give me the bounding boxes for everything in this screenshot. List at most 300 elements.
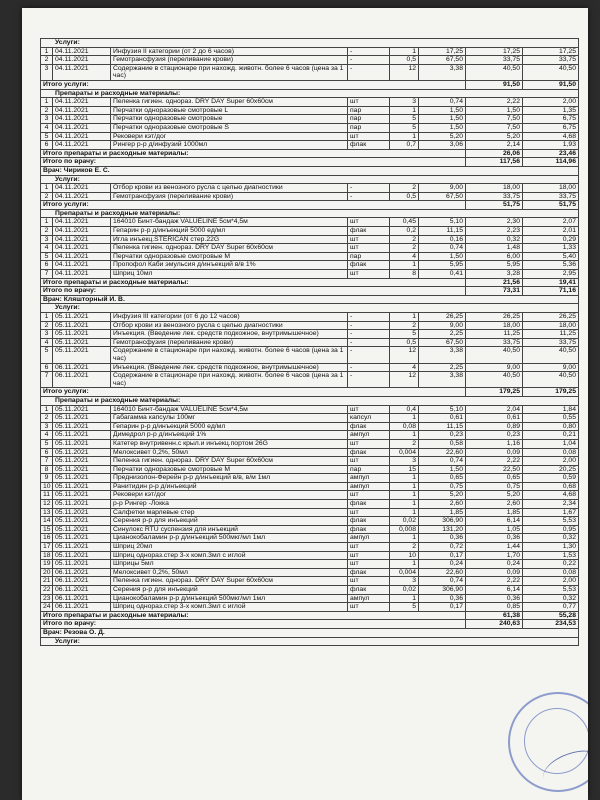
row-total: 40,50 — [523, 372, 579, 388]
row-date: 05.11.2021 — [53, 439, 111, 448]
row-number: 10 — [41, 482, 53, 491]
row-sum: 1,05 — [466, 525, 523, 534]
row-unit: шт — [348, 218, 390, 227]
row-total: 6,75 — [523, 123, 579, 132]
row-name: Рингер р-р д/инфузий 1000мл — [111, 141, 348, 150]
row-unit: флак — [348, 448, 390, 457]
total-sum: 21,56 — [466, 278, 523, 287]
row-name: Преднизолон-Ферейн р-р д/инъекций в/в, в/м 1мл — [111, 474, 348, 483]
total-label: Итого препараты и расходные материалы: — [41, 611, 466, 620]
row-qty: 0,004 — [390, 568, 419, 577]
row-price: 131,20 — [419, 525, 466, 534]
row-qty: 5 — [390, 330, 419, 339]
row-number: 9 — [41, 474, 53, 483]
row-price: 0,41 — [419, 270, 466, 279]
row-number: 7 — [41, 270, 53, 279]
table-row — [41, 568, 579, 577]
row-qty: 2 — [390, 439, 419, 448]
row-number: 6 — [41, 448, 53, 457]
row-name: Отбор крови из венозного русла с целью диагностики — [111, 321, 348, 330]
row-price: 67,50 — [419, 56, 466, 65]
row-total: 1,84 — [523, 405, 579, 414]
row-sum: 18,00 — [466, 184, 523, 193]
row-qty: 12 — [390, 64, 419, 80]
total-final: 179,25 — [523, 388, 579, 397]
row-unit: капсул — [348, 414, 390, 423]
section-header — [41, 304, 579, 313]
row-total: 0,32 — [523, 534, 579, 543]
row-sum: 0,36 — [466, 534, 523, 543]
row-number: 19 — [41, 560, 53, 569]
row-total: 0,55 — [523, 414, 579, 423]
row-unit: шт — [348, 603, 390, 612]
row-unit: - — [348, 64, 390, 80]
total-row — [41, 388, 579, 397]
row-name: Пеленка гигиен. однораз. DRY DAY Super 60х60см — [111, 577, 348, 586]
table-row — [41, 270, 579, 279]
row-date: 04.11.2021 — [53, 235, 111, 244]
row-name: Перчатки одноразовые смотровые L — [111, 106, 348, 115]
row-total: 6,75 — [523, 115, 579, 124]
row-total: 18,00 — [523, 184, 579, 193]
row-total: 2,07 — [523, 218, 579, 227]
row-number: 5 — [41, 252, 53, 261]
doctor-name: Врач: Чириков Е. С. — [41, 166, 579, 175]
row-unit: - — [348, 321, 390, 330]
row-name: Перчатки одноразовые смотровые M — [111, 252, 348, 261]
table-row — [41, 132, 579, 141]
row-qty: 0,5 — [390, 338, 419, 347]
row-total: 18,00 — [523, 321, 579, 330]
row-date: 05.11.2021 — [53, 321, 111, 330]
row-total: 20,25 — [523, 465, 579, 474]
row-name: Рековери кэт/дог — [111, 491, 348, 500]
row-name: Салфетки марлевые стер — [111, 508, 348, 517]
total-label: Итого услуги: — [41, 388, 466, 397]
row-number: 11 — [41, 491, 53, 500]
total-label: Итого по врачу: — [41, 158, 466, 167]
row-sum: 18,00 — [466, 321, 523, 330]
row-unit: флак — [348, 422, 390, 431]
row-number: 2 — [41, 321, 53, 330]
row-total: 0,68 — [523, 482, 579, 491]
row-unit: ампул — [348, 431, 390, 440]
row-date: 05.11.2021 — [53, 465, 111, 474]
row-number: 8 — [41, 465, 53, 474]
row-unit: шт — [348, 405, 390, 414]
total-final: 19,41 — [523, 278, 579, 287]
row-qty: 0,5 — [390, 192, 419, 201]
row-price: 306,90 — [419, 517, 466, 526]
row-number: 4 — [41, 244, 53, 253]
table-row — [41, 106, 579, 115]
row-price: 26,25 — [419, 313, 466, 322]
row-number: 4 — [41, 123, 53, 132]
row-price: 5,10 — [419, 405, 466, 414]
row-qty: 1 — [390, 500, 419, 509]
row-date: 05.11.2021 — [53, 313, 111, 322]
total-label: Итого препараты и расходные материалы: — [41, 149, 466, 158]
row-date: 05.11.2021 — [53, 457, 111, 466]
row-name: Серения р-р для инъекций — [111, 586, 348, 595]
row-sum: 5,20 — [466, 491, 523, 500]
table-row — [41, 347, 579, 363]
row-total: 0,32 — [523, 594, 579, 603]
row-sum: 2,22 — [466, 98, 523, 107]
row-number: 3 — [41, 330, 53, 339]
table-row — [41, 551, 579, 560]
row-price: 0,74 — [419, 577, 466, 586]
row-number: 2 — [41, 414, 53, 423]
row-number: 1 — [41, 405, 53, 414]
row-number: 4 — [41, 338, 53, 347]
row-unit: шт — [348, 543, 390, 552]
row-qty: 0,008 — [390, 525, 419, 534]
row-total: 0,29 — [523, 235, 579, 244]
row-qty: 5 — [390, 603, 419, 612]
row-total: 9,00 — [523, 363, 579, 372]
row-sum: 0,09 — [466, 568, 523, 577]
row-price: 2,25 — [419, 330, 466, 339]
table-row — [41, 439, 579, 448]
row-name: Отбор крови из венозного русла с целью диагностики — [111, 184, 348, 193]
row-date: 04.11.2021 — [53, 115, 111, 124]
row-name: Пропофол Каби эмульсия д/инъекций в/в 1% — [111, 261, 348, 270]
row-price: 0,36 — [419, 534, 466, 543]
row-total: 0,95 — [523, 525, 579, 534]
row-qty: 1 — [390, 594, 419, 603]
row-name: 164010 Бинт-бандаж VALUELINE 5см*4,5м — [111, 218, 348, 227]
row-sum: 1,16 — [466, 439, 523, 448]
row-number: 1 — [41, 47, 53, 56]
row-unit: пар — [348, 123, 390, 132]
row-name: Перчатки одноразовые смотровые S — [111, 123, 348, 132]
row-date: 04.11.2021 — [53, 261, 111, 270]
table-row — [41, 534, 579, 543]
row-qty: 1 — [390, 47, 419, 56]
row-name: Перчатки одноразовые смотровые — [111, 115, 348, 124]
row-date: 04.11.2021 — [53, 56, 111, 65]
table-row — [41, 577, 579, 586]
row-price: 11,15 — [419, 422, 466, 431]
row-sum: 0,23 — [466, 431, 523, 440]
row-unit: шт — [348, 132, 390, 141]
row-unit: - — [348, 192, 390, 201]
row-total: 4,68 — [523, 491, 579, 500]
row-unit: флак — [348, 517, 390, 526]
row-unit: - — [348, 184, 390, 193]
row-date: 05.11.2021 — [53, 560, 111, 569]
row-name: Катетер внутривенн.с крыл.и инъекц.портом 26G — [111, 439, 348, 448]
row-total: 5,53 — [523, 517, 579, 526]
doctor-row — [41, 628, 579, 637]
table-row — [41, 560, 579, 569]
row-date: 06.11.2021 — [53, 372, 111, 388]
total-sum: 91,50 — [466, 80, 523, 89]
row-sum: 1,50 — [466, 106, 523, 115]
row-date: 06.11.2021 — [53, 586, 111, 595]
row-price: 1,50 — [419, 465, 466, 474]
row-qty: 1 — [390, 414, 419, 423]
table-row — [41, 500, 579, 509]
row-total: 17,25 — [523, 47, 579, 56]
table-row — [41, 192, 579, 201]
row-number: 2 — [41, 227, 53, 236]
row-qty: 1 — [390, 508, 419, 517]
row-sum: 0,32 — [466, 235, 523, 244]
row-sum: 5,95 — [466, 261, 523, 270]
row-price: 1,50 — [419, 106, 466, 115]
row-unit: шт — [348, 270, 390, 279]
row-number: 5 — [41, 347, 53, 363]
row-name: Пеленка гигиен. однораз. DRY DAY Super 60х60см — [111, 457, 348, 466]
row-date: 04.11.2021 — [53, 227, 111, 236]
row-sum: 33,75 — [466, 56, 523, 65]
row-sum: 0,75 — [466, 482, 523, 491]
row-sum: 1,48 — [466, 244, 523, 253]
section-header — [41, 39, 579, 48]
row-number: 17 — [41, 543, 53, 552]
row-number: 22 — [41, 586, 53, 595]
total-final: 91,50 — [523, 80, 579, 89]
total-final: 114,96 — [523, 158, 579, 167]
row-date: 05.11.2021 — [53, 543, 111, 552]
row-date: 05.11.2021 — [53, 338, 111, 347]
row-price: 3,38 — [419, 372, 466, 388]
row-name: Перчатки одноразовые смотровые M — [111, 465, 348, 474]
row-number: 21 — [41, 577, 53, 586]
row-qty: 1 — [390, 106, 419, 115]
row-total: 0,80 — [523, 422, 579, 431]
total-final: 234,53 — [523, 620, 579, 629]
row-total: 33,75 — [523, 192, 579, 201]
total-row — [41, 287, 579, 296]
row-price: 0,74 — [419, 98, 466, 107]
row-unit: шт — [348, 235, 390, 244]
row-date: 06.11.2021 — [53, 363, 111, 372]
row-qty: 2 — [390, 321, 419, 330]
row-unit: - — [348, 56, 390, 65]
row-date: 05.11.2021 — [53, 347, 111, 363]
row-number: 14 — [41, 517, 53, 526]
row-sum: 11,25 — [466, 330, 523, 339]
row-price: 306,90 — [419, 586, 466, 595]
total-label: Итого услуги: — [41, 201, 466, 210]
row-date: 04.11.2021 — [53, 106, 111, 115]
row-unit: шт — [348, 457, 390, 466]
row-price: 0,17 — [419, 551, 466, 560]
row-date: 04.11.2021 — [53, 47, 111, 56]
row-name: Гемотрансфузия (переливание крови) — [111, 338, 348, 347]
row-unit: пар — [348, 465, 390, 474]
row-price: 0,36 — [419, 594, 466, 603]
row-sum: 0,61 — [466, 414, 523, 423]
row-price: 67,50 — [419, 192, 466, 201]
table-row — [41, 141, 579, 150]
row-name: Пеленка гигиен. однораз. DRY DAY Super 60х60см — [111, 98, 348, 107]
row-date: 04.11.2021 — [53, 64, 111, 80]
row-date: 04.11.2021 — [53, 141, 111, 150]
total-label: Итого услуги: — [41, 80, 466, 89]
section-label: Услуги: — [41, 304, 579, 313]
row-sum: 22,50 — [466, 465, 523, 474]
row-price: 0,74 — [419, 457, 466, 466]
row-name: Мелоксивет 0,2%, 50мл — [111, 448, 348, 457]
row-name: Шприц однораз.стер 3-х комп.3мл с иглой — [111, 551, 348, 560]
row-number: 3 — [41, 64, 53, 80]
section-header — [41, 637, 579, 646]
row-name: Пеленка гигиен. однораз. DRY DAY Super 60х60см — [111, 244, 348, 253]
row-total: 4,68 — [523, 132, 579, 141]
table-row — [41, 363, 579, 372]
table-row — [41, 405, 579, 414]
row-total: 2,00 — [523, 577, 579, 586]
row-name: р-р Рингер -Локка — [111, 500, 348, 509]
total-row — [41, 158, 579, 167]
table-row — [41, 457, 579, 466]
row-qty: 0,2 — [390, 227, 419, 236]
row-sum: 40,50 — [466, 372, 523, 388]
section-label: Препараты и расходные материалы: — [41, 89, 579, 98]
row-unit: ампул — [348, 534, 390, 543]
row-qty: 5 — [390, 123, 419, 132]
table-row — [41, 313, 579, 322]
table-row — [41, 261, 579, 270]
row-price: 3,38 — [419, 347, 466, 363]
table-row — [41, 56, 579, 65]
row-qty: 3 — [390, 457, 419, 466]
row-price: 5,20 — [419, 491, 466, 500]
row-name: 164010 Бинт-бандаж VALUELINE 5см*4,5м — [111, 405, 348, 414]
row-date: 05.11.2021 — [53, 551, 111, 560]
row-number: 2 — [41, 106, 53, 115]
total-sum: 73,31 — [466, 287, 523, 296]
table-row — [41, 244, 579, 253]
table-row — [41, 98, 579, 107]
row-sum: 17,25 — [466, 47, 523, 56]
row-date: 04.11.2021 — [53, 244, 111, 253]
row-price: 5,20 — [419, 132, 466, 141]
row-qty: 3 — [390, 98, 419, 107]
row-name: Шприц 20мл — [111, 543, 348, 552]
table-row — [41, 594, 579, 603]
row-price: 67,50 — [419, 338, 466, 347]
table-row — [41, 422, 579, 431]
section-label: Услуги: — [41, 175, 579, 184]
table-row — [41, 465, 579, 474]
row-sum: 33,75 — [466, 338, 523, 347]
table-row — [41, 47, 579, 56]
row-total: 2,00 — [523, 98, 579, 107]
row-date: 04.11.2021 — [53, 98, 111, 107]
row-number: 1 — [41, 218, 53, 227]
total-sum: 117,56 — [466, 158, 523, 167]
row-total: 0,22 — [523, 560, 579, 569]
row-sum: 2,23 — [466, 227, 523, 236]
row-unit: шт — [348, 439, 390, 448]
row-sum: 7,50 — [466, 123, 523, 132]
row-sum: 2,14 — [466, 141, 523, 150]
row-sum: 7,50 — [466, 115, 523, 124]
doctor-name: Врач: Кляшторный И. В. — [41, 295, 579, 304]
row-date: 05.11.2021 — [53, 534, 111, 543]
row-price: 0,58 — [419, 439, 466, 448]
row-unit: флак — [348, 568, 390, 577]
row-qty: 2 — [390, 543, 419, 552]
row-total: 1,67 — [523, 508, 579, 517]
row-number: 12 — [41, 500, 53, 509]
row-unit: флак — [348, 586, 390, 595]
row-date: 04.11.2021 — [53, 184, 111, 193]
row-date: 04.11.2021 — [53, 192, 111, 201]
row-date: 05.11.2021 — [53, 474, 111, 483]
row-qty: 2 — [390, 184, 419, 193]
row-unit: флак — [348, 500, 390, 509]
table-row — [41, 321, 579, 330]
row-sum: 0,24 — [466, 560, 523, 569]
row-number: 20 — [41, 568, 53, 577]
row-number: 6 — [41, 141, 53, 150]
row-price: 0,16 — [419, 235, 466, 244]
row-price: 0,75 — [419, 482, 466, 491]
total-final: 23,46 — [523, 149, 579, 158]
row-date: 05.11.2021 — [53, 508, 111, 517]
row-price: 9,00 — [419, 321, 466, 330]
row-sum: 1,70 — [466, 551, 523, 560]
row-total: 2,01 — [523, 227, 579, 236]
row-sum: 3,28 — [466, 270, 523, 279]
row-date: 05.11.2021 — [53, 525, 111, 534]
row-total: 1,33 — [523, 244, 579, 253]
row-total: 11,25 — [523, 330, 579, 339]
row-total: 0,77 — [523, 603, 579, 612]
row-date: 05.11.2021 — [53, 448, 111, 457]
row-sum: 2,04 — [466, 405, 523, 414]
table-row — [41, 448, 579, 457]
row-price: 1,50 — [419, 123, 466, 132]
row-date: 05.11.2021 — [53, 517, 111, 526]
table-row — [41, 474, 579, 483]
row-unit: флак — [348, 141, 390, 150]
row-name: Рековери кэт/дог — [111, 132, 348, 141]
total-final: 55,28 — [523, 611, 579, 620]
document-page — [22, 8, 588, 800]
row-price: 11,15 — [419, 227, 466, 236]
row-price: 2,60 — [419, 500, 466, 509]
row-unit: - — [348, 47, 390, 56]
row-number: 7 — [41, 457, 53, 466]
row-qty: 0,004 — [390, 448, 419, 457]
row-qty: 1 — [390, 313, 419, 322]
row-sum: 33,75 — [466, 192, 523, 201]
row-total: 0,21 — [523, 431, 579, 440]
table-row — [41, 525, 579, 534]
row-qty: 15 — [390, 465, 419, 474]
table-row — [41, 431, 579, 440]
row-sum: 6,14 — [466, 517, 523, 526]
row-unit: - — [348, 372, 390, 388]
row-qty: 2 — [390, 244, 419, 253]
row-sum: 40,50 — [466, 64, 523, 80]
row-number: 16 — [41, 534, 53, 543]
section-label: Услуги: — [41, 39, 579, 48]
table-row — [41, 491, 579, 500]
row-price: 0,65 — [419, 474, 466, 483]
row-unit: флак — [348, 525, 390, 534]
row-sum: 0,85 — [466, 603, 523, 612]
row-number: 24 — [41, 603, 53, 612]
row-name: Игла инъекц.STERICAN стер.22G — [111, 235, 348, 244]
